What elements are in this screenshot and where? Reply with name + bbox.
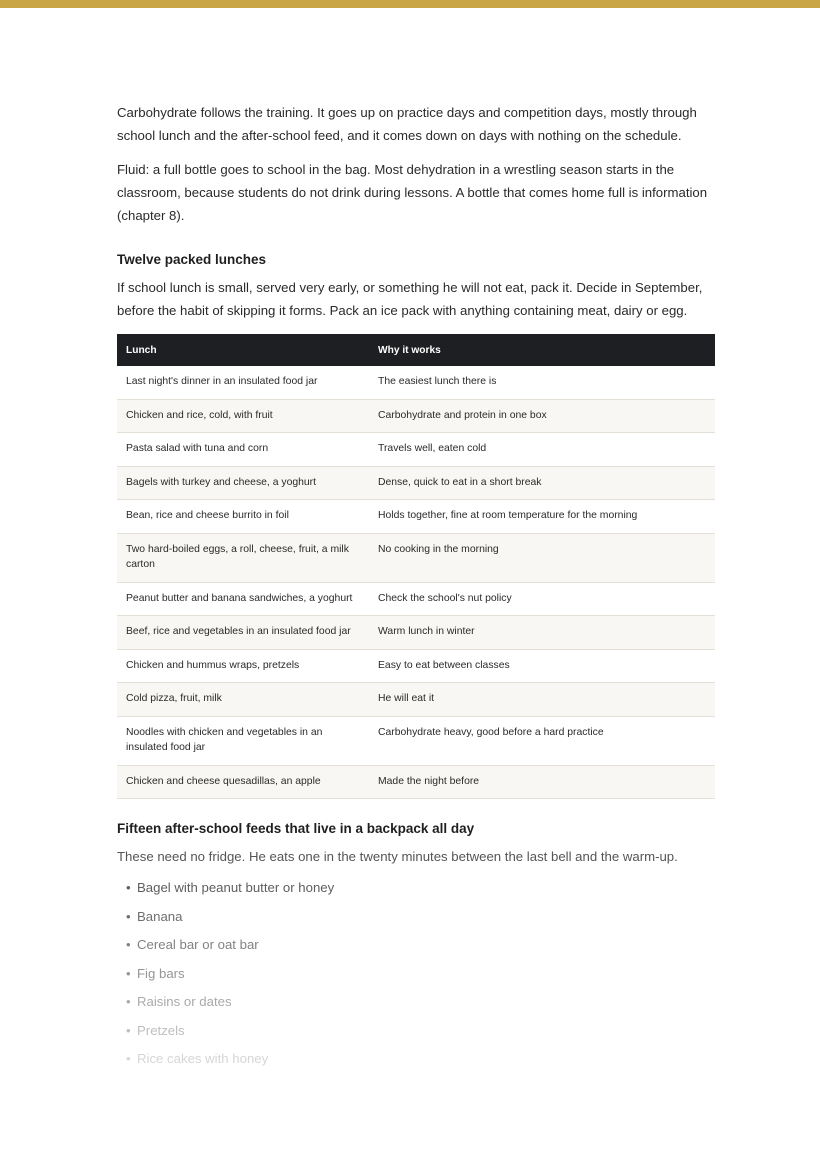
bullet-icon: • (126, 1022, 131, 1038)
list-item (126, 931, 715, 960)
top-accent-bar (0, 0, 820, 8)
bullet-icon: • (126, 1051, 131, 1066)
lunch-cell: Pasta salad with tuna and corn (117, 433, 369, 467)
lunch-table (117, 334, 715, 799)
list-item (126, 874, 715, 903)
list-item (126, 903, 715, 932)
table-row (117, 366, 715, 399)
list-item-label: Banana (137, 908, 183, 924)
list-item-label: Fig bars (137, 965, 185, 981)
column-header-lunch: Lunch (117, 334, 369, 366)
column-header-why: Why it works (369, 334, 715, 366)
lunches-heading: Twelve packed lunches (117, 252, 267, 267)
why-cell: The easiest lunch there is (369, 366, 715, 399)
why-cell: Easy to eat between classes (369, 649, 715, 683)
table-row (117, 399, 715, 433)
lunch-cell: Bean, rice and cheese burrito in foil (117, 500, 369, 534)
list-item-label: Pretzels (137, 1022, 185, 1038)
table-row (117, 649, 715, 683)
bullet-icon: • (126, 994, 131, 1009)
table-row (117, 683, 715, 717)
lunch-cell: Noodles with chicken and vegetables in an insulated food jar (117, 716, 369, 765)
lunch-table-header-row (117, 334, 715, 366)
list-item-label: Bagel with peanut butter or honey (137, 880, 335, 895)
list-item-label: Raisins or dates (137, 994, 232, 1009)
bullet-icon: • (126, 880, 131, 895)
feed-list (117, 874, 715, 1074)
lunch-table-body (117, 366, 715, 799)
bullet-icon: • (126, 965, 131, 981)
why-cell: Travels well, eaten cold (369, 433, 715, 467)
bullet-icon: • (126, 908, 131, 924)
fluid-paragraph: Fluid: a full bottle goes to school in the bag. Most dehydration in a wrestling season starts in the classroom, because students do not drink during lessons. A bottle that comes home full is information (chapter 8). (117, 162, 708, 223)
list-item (126, 1045, 715, 1074)
page-content (117, 101, 715, 1074)
table-row (117, 466, 715, 500)
list-item (126, 960, 715, 989)
lunches-intro: If school lunch is small, served very early, or something he will not eat, pack it. Decide in September, before the habit of skipping it forms. Pack an ice pack with anything containing meat, dairy or egg. (117, 280, 703, 318)
lunch-cell: Chicken and cheese quesadillas, an apple (117, 765, 369, 799)
lunch-cell: Beef, rice and vegetables in an insulated food jar (117, 616, 369, 650)
lunch-cell: Bagels with turkey and cheese, a yoghurt (117, 466, 369, 500)
list-item-label: Rice cakes with honey (137, 1051, 269, 1066)
table-row (117, 765, 715, 799)
why-cell: Carbohydrate heavy, good before a hard practice (369, 716, 715, 765)
lunch-cell: Last night's dinner in an insulated food jar (117, 366, 369, 399)
lunch-cell: Two hard-boiled eggs, a roll, cheese, fruit, a milk carton (117, 533, 369, 582)
bullet-icon: • (126, 937, 131, 952)
why-cell: Dense, quick to eat in a short break (369, 466, 715, 500)
table-row (117, 500, 715, 534)
lunch-cell: Cold pizza, fruit, milk (117, 683, 369, 717)
why-cell: No cooking in the morning (369, 533, 715, 582)
lunch-cell: Chicken and hummus wraps, pretzels (117, 649, 369, 683)
lunch-cell: Peanut butter and banana sandwiches, a yoghurt (117, 582, 369, 616)
table-row (117, 433, 715, 467)
why-cell: Holds together, fine at room temperature for the morning (369, 500, 715, 534)
why-cell: Warm lunch in winter (369, 616, 715, 650)
table-row (117, 582, 715, 616)
table-row (117, 616, 715, 650)
feeds-intro: These need no fridge. He eats one in the twenty minutes between the last bell and the warm-up. (117, 849, 678, 864)
table-row (117, 533, 715, 582)
feeds-heading: Fifteen after-school feeds that live in a backpack all day (117, 821, 475, 836)
why-cell: Carbohydrate and protein in one box (369, 399, 715, 433)
lunch-cell: Chicken and rice, cold, with fruit (117, 399, 369, 433)
carbohydrate-paragraph: Carbohydrate follows the training. It goes up on practice days and competition days, mostly through school lunch and the after-school feed, and it comes down on days with nothing on the schedule. (117, 105, 697, 143)
list-item (126, 1017, 715, 1046)
why-cell: Check the school's nut policy (369, 582, 715, 616)
list-item (126, 988, 715, 1017)
list-item-label: Cereal bar or oat bar (137, 937, 259, 952)
table-row (117, 716, 715, 765)
why-cell: He will eat it (369, 683, 715, 717)
why-cell: Made the night before (369, 765, 715, 799)
